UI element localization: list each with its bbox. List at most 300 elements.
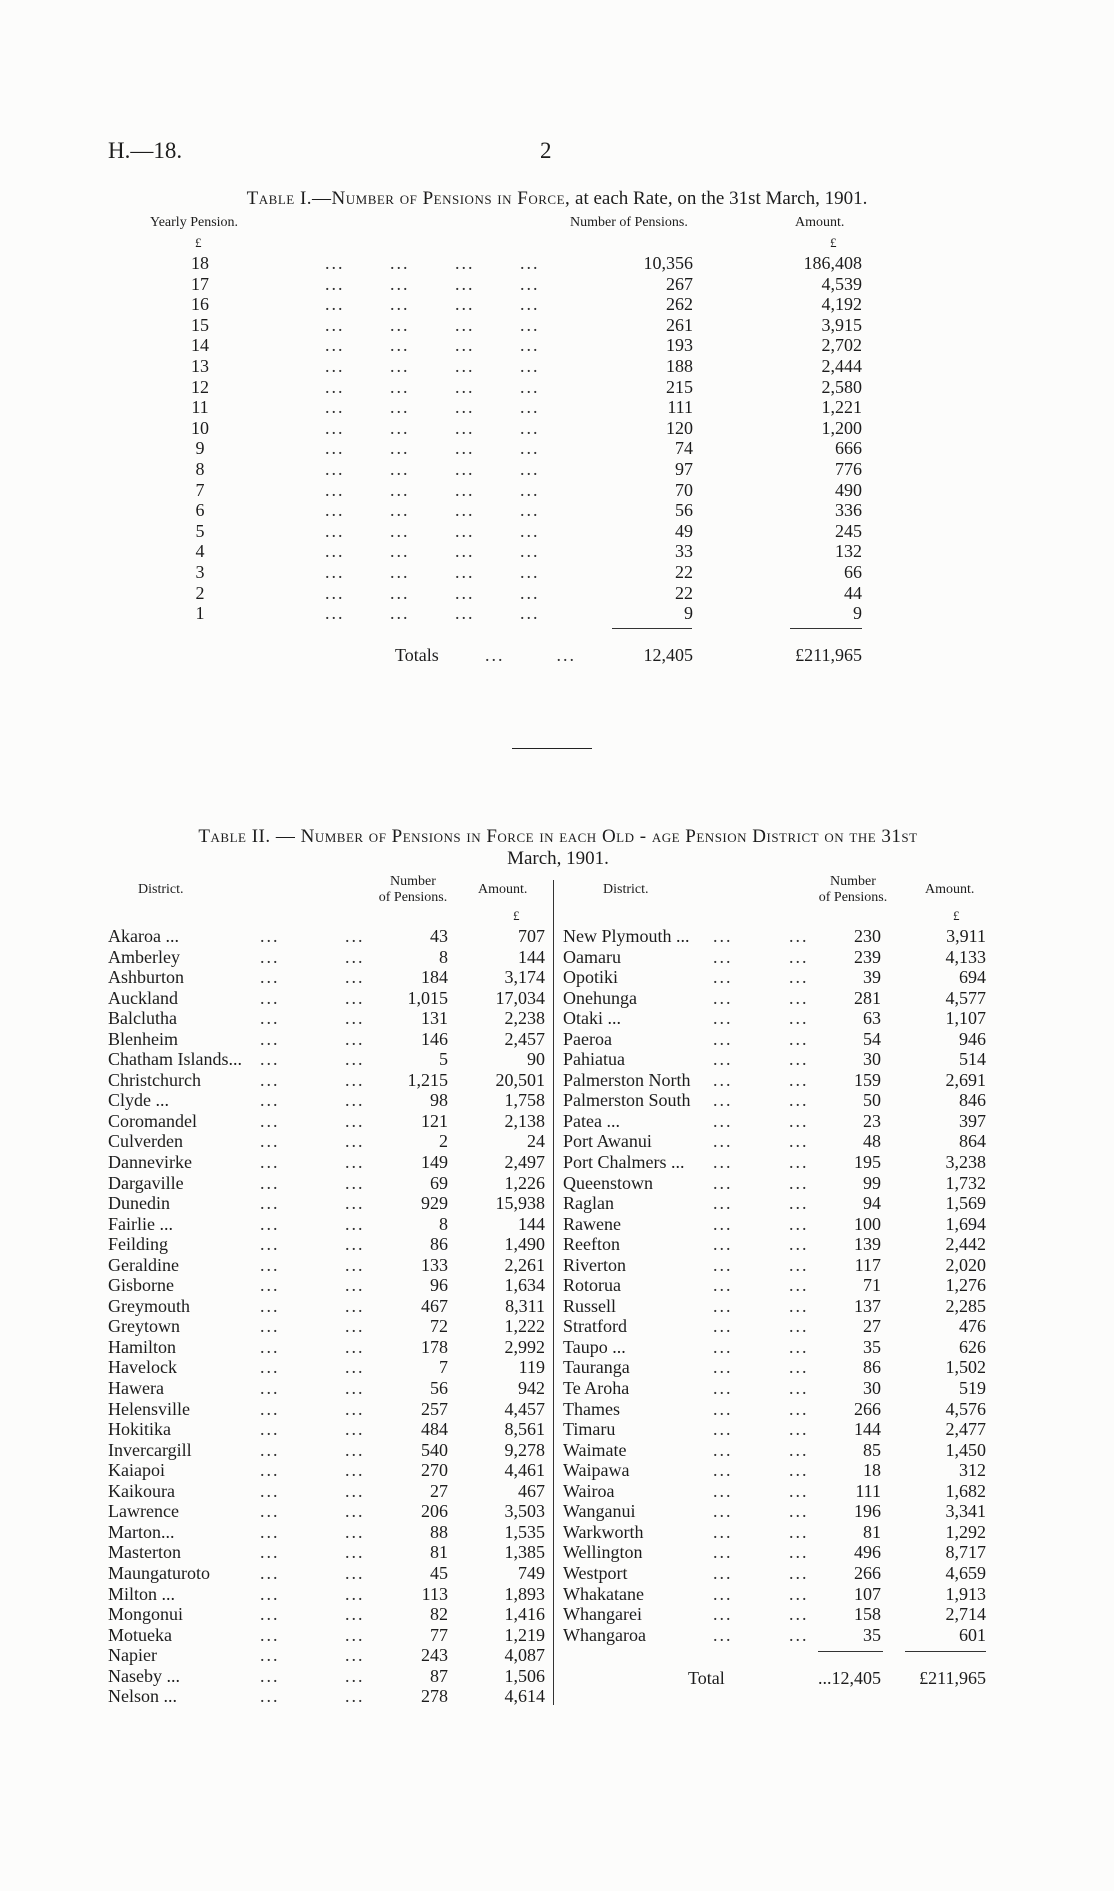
- table2-left-row: [108, 1049, 553, 1070]
- table2-district-cell: Kaiapoi: [108, 1460, 165, 1481]
- table1-rate-cell: 3: [195, 561, 205, 582]
- table2-right-row: [563, 1070, 993, 1091]
- table2-right-row: [563, 1522, 993, 1543]
- table2-left-row: [108, 1440, 553, 1461]
- table2-leader-dots: ...: [789, 1378, 809, 1399]
- table2-district-cell: Dannevirke: [108, 1152, 192, 1173]
- table2-amount-cell: 1,758: [504, 1090, 545, 1111]
- table1-count-cell: 262: [666, 294, 693, 315]
- table2-left-row: [108, 1563, 553, 1584]
- table2-leader-dots: ...: [713, 1460, 733, 1481]
- table1-amount-cell: 1,221: [821, 397, 862, 418]
- table2-leader-dots: ...: [260, 1316, 280, 1337]
- table2-district-cell: Rawene: [563, 1213, 621, 1234]
- table2-district-cell: Thames: [563, 1398, 620, 1419]
- table2-count-cell: 270: [421, 1460, 448, 1481]
- table2-count-cell: 99: [863, 1172, 881, 1193]
- table2-count-cell: 54: [863, 1028, 881, 1049]
- table2-right-header: [563, 872, 993, 908]
- table2-amount-cell: 2,497: [504, 1152, 545, 1173]
- table2-leader-dots: ...: [789, 987, 809, 1008]
- table2-district-cell: Hawera: [108, 1378, 164, 1399]
- table2-amount-cell: 20,501: [495, 1069, 545, 1090]
- table2-district-cell: Warkworth: [563, 1521, 644, 1542]
- section-separator: [512, 748, 592, 749]
- table1-rate-cell: 4: [195, 541, 205, 562]
- table2-leader-dots: ...: [345, 1213, 365, 1234]
- table1-count-cell: 215: [666, 376, 693, 397]
- table1-rate-cell: 10: [191, 417, 209, 438]
- table1-unit-amount: £: [830, 235, 837, 250]
- table1-totals-leader: ... ...: [485, 644, 576, 665]
- table2-count-cell: 281: [854, 987, 881, 1008]
- table2-district-cell: Wairoa: [563, 1480, 615, 1501]
- table2-leader-dots: ...: [345, 1275, 365, 1296]
- table2-district-cell: Hamilton: [108, 1336, 176, 1357]
- table2-leader-dots: ...: [345, 1542, 365, 1563]
- table2-count-cell: 230: [854, 926, 881, 946]
- table2-left-row: [108, 1193, 553, 1214]
- table2-count-cell: 195: [854, 1152, 881, 1173]
- table2-left-row: [108, 967, 553, 988]
- table2-count-cell: 184: [421, 967, 448, 988]
- table2-amount-cell: 9,278: [504, 1439, 545, 1460]
- table2-amount-rule: [905, 1651, 986, 1652]
- table2-district-cell: Timaru: [563, 1419, 616, 1440]
- table2-district-cell: New Plymouth ...: [563, 926, 690, 946]
- table2-leader-dots: ...: [345, 1501, 365, 1522]
- table2-count-cell: 1,015: [407, 987, 448, 1008]
- table2-right-row: [563, 1049, 993, 1070]
- table2-left-row: [108, 1275, 553, 1296]
- table2-leader-dots: ...: [345, 1624, 365, 1645]
- table2-leader-dots: ...: [345, 1234, 365, 1255]
- table1-leader-dots: ... ... ... ...: [325, 458, 540, 479]
- table2-total-count: ...12,405: [818, 1668, 881, 1689]
- table2-count-cell: 35: [863, 1336, 881, 1357]
- table2-district-cell: Port Chalmers ...: [563, 1152, 685, 1173]
- table1-row: [150, 253, 910, 274]
- table2-amount-cell: 4,461: [504, 1460, 545, 1481]
- table2-leader-dots: ...: [789, 1439, 809, 1460]
- table2-leader-dots: ...: [713, 1028, 733, 1049]
- table2-district-cell: Lawrence: [108, 1501, 179, 1522]
- table2-leader-dots: ...: [345, 1665, 365, 1686]
- table1-amount-cell: 2,580: [821, 376, 862, 397]
- table2-title: [108, 826, 1008, 870]
- table2-district-cell: Invercargill: [108, 1439, 192, 1460]
- table2-district-cell: Christchurch: [108, 1069, 201, 1090]
- table2-leader-dots: ...: [260, 946, 280, 967]
- table1-row: [150, 459, 910, 480]
- table2-district-cell: Taupo ...: [563, 1336, 626, 1357]
- table2-amount-cell: 2,238: [504, 1008, 545, 1029]
- table2-right-row: [563, 1090, 993, 1111]
- table2-right-row: [563, 1131, 993, 1152]
- table2-count-cell: 131: [421, 1008, 448, 1029]
- table2-amount-cell: 8,561: [504, 1419, 545, 1440]
- table2-amount-cell: 144: [518, 1213, 545, 1234]
- table2-leader-dots: ...: [260, 1008, 280, 1029]
- table2-leader-dots: ...: [789, 1336, 809, 1357]
- table2-left-header: [108, 872, 553, 908]
- table2-right-row: [563, 1234, 993, 1255]
- table2-amount-cell: 1,450: [945, 1439, 986, 1460]
- table2-leader-dots: ...: [345, 946, 365, 967]
- table1-row: [150, 418, 910, 439]
- table2-amount-cell: 1,490: [504, 1234, 545, 1255]
- table2-leader-dots: ...: [260, 1028, 280, 1049]
- table2-count-cell: 196: [854, 1501, 881, 1522]
- table2-title-line1: Table II. — Number of Pensions in Force in each Old - age Pension District on the 31st: [198, 826, 918, 847]
- table1-count-cell: 10,356: [643, 253, 693, 273]
- table2-left-row: [108, 1234, 553, 1255]
- table1-row: [150, 603, 910, 624]
- table2-leader-dots: ...: [345, 1295, 365, 1316]
- table2-count-cell: 27: [430, 1480, 448, 1501]
- table1-amount-cell: 9: [853, 603, 862, 624]
- table2-district-cell: Rotorua: [563, 1275, 621, 1296]
- table2-district-cell: Gisborne: [108, 1275, 174, 1296]
- table2-district-cell: Tauranga: [563, 1357, 630, 1378]
- table1-rate-cell: 14: [191, 335, 209, 356]
- table2-amount-cell: 846: [959, 1090, 986, 1111]
- table1-amount-cell: 4,539: [821, 273, 862, 294]
- table1-rate-cell: 16: [191, 294, 209, 315]
- table2-right-row: [563, 1460, 993, 1481]
- table2-count-cell: 149: [421, 1152, 448, 1173]
- table1-amount-cell: 1,200: [821, 417, 862, 438]
- table1-rate-cell: 13: [191, 355, 209, 376]
- table2-left-row: [108, 1501, 553, 1522]
- table2-count-cell: 81: [430, 1542, 448, 1563]
- table1-row: [150, 500, 910, 521]
- table2-right-row: [563, 926, 993, 947]
- table2-amount-cell: 2,138: [504, 1110, 545, 1131]
- table2-district-cell: Napier: [108, 1645, 157, 1666]
- table2-leader-dots: ...: [789, 1008, 809, 1029]
- table1-row: [150, 480, 910, 501]
- table2-right-row: [563, 1316, 993, 1337]
- table1-amount-cell: 666: [835, 438, 862, 459]
- table1-count-cell: 33: [675, 541, 693, 562]
- table2-leader-dots: ...: [260, 926, 280, 946]
- document-reference: H.—18.: [108, 138, 183, 163]
- table2-count-cell: 2: [439, 1131, 448, 1152]
- table2-amount-cell: 2,261: [504, 1254, 545, 1275]
- table2-leader-dots: ...: [789, 1234, 809, 1255]
- table1-leader-dots: ... ... ... ...: [325, 479, 540, 500]
- table2-leader-dots: ...: [345, 1378, 365, 1399]
- table2-leader-dots: ...: [260, 1069, 280, 1090]
- table2-right-body: [563, 926, 993, 1645]
- table2-amount-cell: 119: [518, 1357, 545, 1378]
- table1-rate-cell: 17: [191, 273, 209, 294]
- table2-left-row: [108, 1604, 553, 1625]
- table2-count-cell: 87: [430, 1665, 448, 1686]
- table2-leader-dots: ...: [713, 1624, 733, 1645]
- table2-count-cell: 18: [863, 1460, 881, 1481]
- table1-header-amount: Amount.: [795, 215, 845, 230]
- table1-row: [150, 397, 910, 418]
- table1-row: [150, 521, 910, 542]
- table2-district-cell: Westport: [563, 1562, 628, 1583]
- table2-district-cell: Paeroa: [563, 1028, 612, 1049]
- table2-leader-dots: ...: [260, 1090, 280, 1111]
- table2-district-cell: Palmerston South: [563, 1090, 691, 1111]
- table2-leader-dots: ...: [789, 1295, 809, 1316]
- table2-amount-cell: 1,893: [504, 1583, 545, 1604]
- table1-leader-dots: ... ... ... ...: [325, 253, 540, 273]
- table1-leader-dots: ... ... ... ...: [325, 397, 540, 418]
- table2-district-cell: Kaikoura: [108, 1480, 175, 1501]
- table2-leader-dots: ...: [345, 987, 365, 1008]
- table2-leader-dots: ...: [713, 1521, 733, 1542]
- table2-leader-dots: ...: [713, 1357, 733, 1378]
- table2-leader-dots: ...: [789, 1583, 809, 1604]
- table1-amount-cell: 2,702: [821, 335, 862, 356]
- table2-count-cell: 50: [863, 1090, 881, 1111]
- table2-left-row: [108, 947, 553, 968]
- table2-right-row: [563, 1275, 993, 1296]
- table2-count-cell: 63: [863, 1008, 881, 1029]
- table2-leader-dots: ...: [789, 1172, 809, 1193]
- table2-count-cell: 56: [430, 1378, 448, 1399]
- table2-leader-dots: ...: [260, 1152, 280, 1173]
- table2-count-cell: 69: [430, 1172, 448, 1193]
- table2-leader-dots: ...: [713, 1152, 733, 1173]
- table2-leader-dots: ...: [345, 1439, 365, 1460]
- table2-amount-cell: 4,576: [945, 1398, 986, 1419]
- table2-district-cell: Port Awanui: [563, 1131, 652, 1152]
- table2-leader-dots: ...: [345, 1521, 365, 1542]
- table1-amount-cell: 490: [835, 479, 862, 500]
- table2-amount-cell: 4,614: [504, 1686, 545, 1707]
- table2-amount-cell: 3,911: [946, 926, 986, 946]
- table2-leader-dots: ...: [345, 1193, 365, 1214]
- table2-leader-dots: ...: [789, 1131, 809, 1152]
- table2-district-cell: Reefton: [563, 1234, 620, 1255]
- table2-district-cell: Culverden: [108, 1131, 183, 1152]
- table2-count-cell: 43: [430, 926, 448, 946]
- table2-right-row: [563, 967, 993, 988]
- table2-count-cell: 85: [863, 1439, 881, 1460]
- table1-title-prefix: Table I.—Number of Pensions in Force,: [246, 188, 571, 209]
- table2-leader-dots: ...: [260, 1131, 280, 1152]
- table2-amount-cell: 2,020: [945, 1254, 986, 1275]
- table2-count-cell: 278: [421, 1686, 448, 1707]
- table2-amount-cell: 3,238: [945, 1152, 986, 1173]
- table2-district-cell: Havelock: [108, 1357, 177, 1378]
- table2-leader-dots: ...: [789, 1480, 809, 1501]
- table2-leader-dots: ...: [713, 1378, 733, 1399]
- table2-leader-dots: ...: [260, 967, 280, 988]
- table1-amount-cell: 776: [835, 458, 862, 479]
- table2-left-header-count: [363, 874, 463, 906]
- table2-left-row: [108, 1070, 553, 1091]
- table2-amount-cell: 2,691: [945, 1069, 986, 1090]
- table2-right-row: [563, 1255, 993, 1276]
- table2-left-unit: £: [513, 908, 520, 923]
- table2-amount-cell: 626: [959, 1336, 986, 1357]
- table2-leader-dots: ...: [713, 1295, 733, 1316]
- table2-amount-cell: 397: [959, 1110, 986, 1131]
- table2-amount-cell: 942: [518, 1378, 545, 1399]
- table2-amount-cell: 514: [959, 1049, 986, 1070]
- table2-left-header-amount: Amount.: [478, 882, 528, 897]
- table2-left-header-count-line1: Number: [390, 874, 436, 889]
- table2-leader-dots: ...: [789, 1562, 809, 1583]
- table2-left-row: [108, 1625, 553, 1646]
- table2-count-cell: 137: [854, 1295, 881, 1316]
- table2-count-cell: 82: [430, 1604, 448, 1625]
- table2-left-row: [108, 1337, 553, 1358]
- table2-count-cell: 243: [421, 1645, 448, 1666]
- table2-leader-dots: ...: [260, 1213, 280, 1234]
- table2-right-row: [563, 1378, 993, 1399]
- table2-amount-cell: 3,341: [945, 1501, 986, 1522]
- table2-count-cell: 23: [863, 1110, 881, 1131]
- table2-district-cell: Ashburton: [108, 967, 184, 988]
- table1-rate-cell: 15: [191, 314, 209, 335]
- table2-leader-dots: ...: [260, 1480, 280, 1501]
- table2-count-cell: 5: [439, 1049, 448, 1070]
- table1-row: [150, 315, 910, 336]
- table2-leader-dots: ...: [713, 1542, 733, 1563]
- table2-amount-cell: 312: [959, 1460, 986, 1481]
- table2-amount-cell: 946: [959, 1028, 986, 1049]
- table2-right-row: [563, 1357, 993, 1378]
- table2-left-row: [108, 1111, 553, 1132]
- table2-right-header-count: [803, 874, 903, 906]
- table1-leader-dots: ... ... ... ...: [325, 541, 540, 562]
- table2-leader-dots: ...: [260, 987, 280, 1008]
- table2-count-cell: 113: [421, 1583, 448, 1604]
- table2-count-cell: 111: [855, 1480, 881, 1501]
- table2-count-cell: 159: [854, 1069, 881, 1090]
- table2-count-cell: 178: [421, 1336, 448, 1357]
- table2-amount-cell: 17,034: [495, 987, 545, 1008]
- table2-leader-dots: ...: [260, 1501, 280, 1522]
- table2-leader-dots: ...: [713, 1275, 733, 1296]
- table2-leader-dots: ...: [789, 1521, 809, 1542]
- table2-district-cell: Chatham Islands...: [108, 1049, 242, 1070]
- table1-amount-cell: 132: [835, 541, 862, 562]
- table2-right-row: [563, 988, 993, 1009]
- table2-district-cell: Motueka: [108, 1624, 172, 1645]
- table2-amount-cell: 1,732: [945, 1172, 986, 1193]
- table2-amount-cell: 2,477: [945, 1419, 986, 1440]
- table1-count-cell: 9: [684, 603, 693, 624]
- table2-leader-dots: ...: [260, 1686, 280, 1707]
- table2-left-row: [108, 1029, 553, 1050]
- table2-leader-dots: ...: [260, 1583, 280, 1604]
- table1-rate-cell: 12: [191, 376, 209, 397]
- table2-leader-dots: ...: [713, 1254, 733, 1275]
- table2-leader-dots: ...: [713, 1193, 733, 1214]
- table2-district-cell: Wellington: [563, 1542, 643, 1563]
- table2-amount-cell: 694: [959, 967, 986, 988]
- table2-leader-dots: ...: [260, 1110, 280, 1131]
- table2-leader-dots: ...: [789, 1152, 809, 1173]
- table2-count-cell: 146: [421, 1028, 448, 1049]
- table2-leader-dots: ...: [260, 1439, 280, 1460]
- table2-left-header-count-line2: of Pensions.: [378, 890, 448, 905]
- table2-district-cell: Waimate: [563, 1439, 627, 1460]
- table1-totals-count: 12,405: [643, 644, 693, 665]
- table2-title-line2: March, 1901.: [507, 848, 609, 869]
- table2-count-cell: 86: [430, 1234, 448, 1255]
- table1-leader-dots: ... ... ... ...: [325, 376, 540, 397]
- table1-count-cell: 22: [675, 582, 693, 603]
- table2-leader-dots: ...: [789, 1193, 809, 1214]
- table2-district-cell: Feilding: [108, 1234, 169, 1255]
- table2-left-row: [108, 1378, 553, 1399]
- table2-count-cell: 467: [421, 1295, 448, 1316]
- table1-count-cell: 22: [675, 561, 693, 582]
- table2-leader-dots: ...: [345, 1419, 365, 1440]
- table2-leader-dots: ...: [260, 1295, 280, 1316]
- table2-left-row: [108, 1542, 553, 1563]
- table2-amount-cell: 1,222: [504, 1316, 545, 1337]
- table2-district-cell: Whangarei: [563, 1604, 642, 1625]
- table2-left-row: [108, 1666, 553, 1687]
- table2-leader-dots: ...: [260, 1398, 280, 1419]
- table2-leader-dots: ...: [260, 1234, 280, 1255]
- table1-count-cell: 188: [666, 355, 693, 376]
- table2-count-cell: 144: [854, 1419, 881, 1440]
- table2-district-cell: Akaroa ...: [108, 926, 179, 946]
- table2-leader-dots: ...: [345, 1480, 365, 1501]
- table2-count-cell: 8: [439, 946, 448, 967]
- table1-header-rate: Yearly Pension.: [150, 215, 239, 230]
- table2-leader-dots: ...: [260, 1562, 280, 1583]
- table2-leader-dots: ...: [260, 1378, 280, 1399]
- table1-amount-cell: 336: [835, 500, 862, 521]
- table2-leader-dots: ...: [345, 1008, 365, 1029]
- table1-unit-row: [150, 235, 910, 253]
- table2-leader-dots: ...: [713, 987, 733, 1008]
- table2-right-row: [563, 947, 993, 968]
- table2-count-cell: 30: [863, 1049, 881, 1070]
- table1-title: [0, 188, 1114, 210]
- table2-district-cell: Naseby ...: [108, 1665, 180, 1686]
- table2-amount-cell: 1,385: [504, 1542, 545, 1563]
- table2-count-cell: 88: [430, 1521, 448, 1542]
- table2-district-cell: Riverton: [563, 1254, 626, 1275]
- table2-leader-dots: ...: [713, 1583, 733, 1604]
- table2-column-divider: [553, 880, 554, 1705]
- table2-amount-cell: 1,569: [945, 1193, 986, 1214]
- table2-left-unit-row: [108, 908, 553, 926]
- table2-amount-cell: 749: [518, 1562, 545, 1583]
- table1-count-cell: 49: [675, 520, 693, 541]
- table2-amount-cell: 1,694: [945, 1213, 986, 1234]
- table1-count-cell: 56: [675, 500, 693, 521]
- table2-amount-cell: 90: [527, 1049, 545, 1070]
- table1-leader-dots: ... ... ... ...: [325, 561, 540, 582]
- table2-left-row: [108, 1419, 553, 1440]
- table2-leader-dots: ...: [789, 1069, 809, 1090]
- table2-amount-cell: 15,938: [495, 1193, 545, 1214]
- table2-leader-dots: ...: [260, 1336, 280, 1357]
- table1-rate-cell: 8: [195, 458, 205, 479]
- table2-right-row: [563, 1111, 993, 1132]
- table1-totals-label: Totals: [395, 644, 439, 665]
- table2-district-cell: Auckland: [108, 987, 178, 1008]
- table1-amount-cell: 2,444: [821, 355, 862, 376]
- table2-right-header-amount: Amount.: [925, 882, 975, 897]
